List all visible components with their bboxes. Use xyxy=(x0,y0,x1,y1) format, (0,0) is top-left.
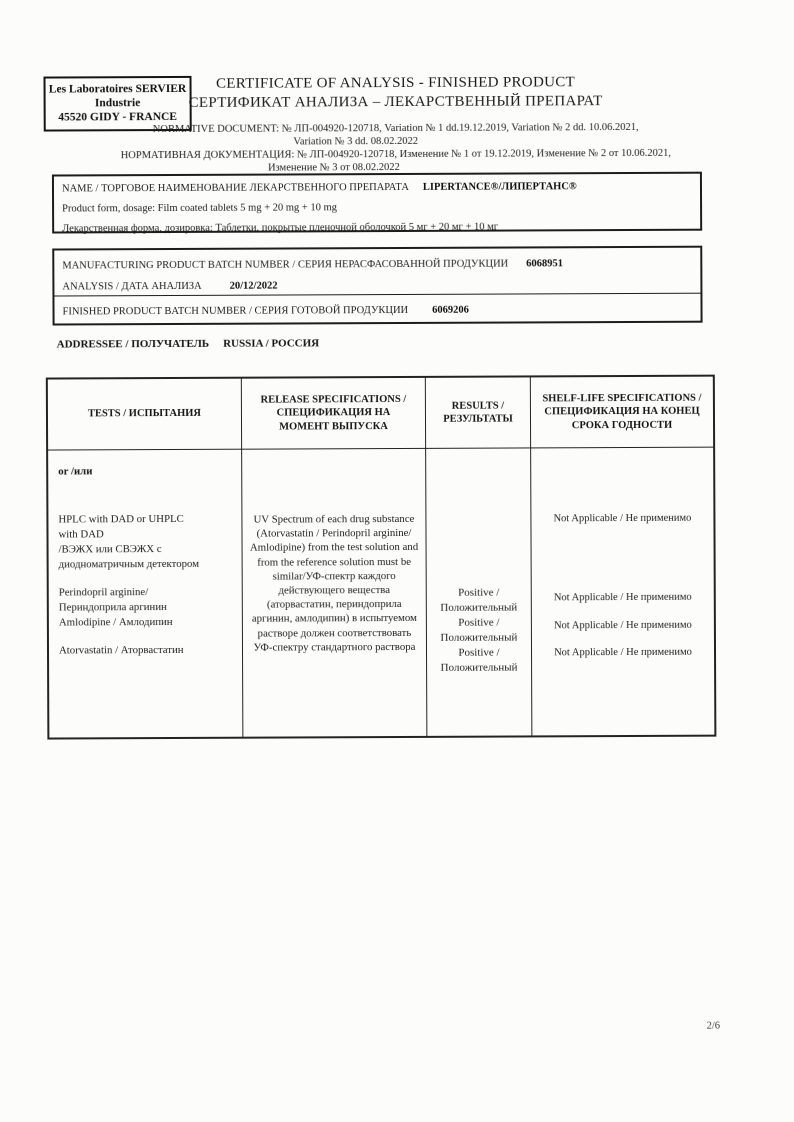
table-header-tests: TESTS / ИСПЫТАНИЯ xyxy=(48,379,242,451)
addressee-label: ADDRESSEE / ПОЛУЧАТЕЛЬ xyxy=(56,337,210,351)
result-line: Positive / xyxy=(458,646,500,659)
shelf-life-line: Not Applicable / Не применимо xyxy=(554,646,692,659)
product-form-en: Product form, dosage: Film coated tablets 5 mg + 20 mg + 10 mg xyxy=(62,202,338,215)
table-header-shelf-life: SHELF-LIFE SPECIFICATIONS / СПЕЦИФИКАЦИЯ НА КОНЕЦ СРОКА ГОДНОСТИ xyxy=(531,377,713,449)
tests-substance2-block xyxy=(59,643,234,659)
shelf-life-line: Not Applicable / Не применимо xyxy=(553,619,692,632)
analysis-table xyxy=(46,375,717,740)
analysis-date-row xyxy=(62,278,700,294)
table-cell-results xyxy=(426,448,532,735)
title-english: CERTIFICATE OF ANALYSIS - FINISHED PRODUCT xyxy=(215,74,576,92)
tests-method-line: with DAD xyxy=(58,528,104,541)
tests-or-label: or /или xyxy=(58,465,93,478)
shelf-life-line: Not Applicable / Не применимо xyxy=(553,591,692,604)
addressee-value: RUSSIA / РОССИЯ xyxy=(223,337,320,350)
result-line: Положительный xyxy=(440,661,518,674)
normative-line-en-2: Variation № 3 dd. 08.02.2022 xyxy=(293,135,419,148)
analysis-date-label: ANALYSIS / ДАТА АНАЛИЗА xyxy=(62,280,202,293)
tests-substance-line: Perindopril arginine/ xyxy=(58,586,149,599)
manufacturing-batch-row xyxy=(62,257,700,273)
document-title xyxy=(95,73,695,114)
manufacturing-batch-section xyxy=(54,248,700,297)
table-header-release-specifications: RELEASE SPECIFICATIONS / СПЕЦИФИКАЦИЯ НА МОМЕНТ ВЫПУСКА xyxy=(242,378,426,450)
product-form-ru: Лекарственная форма, дозировка: Таблетки, покрытые пленочной оболочкой 5 мг + 20 мг + 10 мг xyxy=(62,221,499,235)
product-name-row xyxy=(62,180,694,196)
manufacturer-name: Les Laboratoires SERVIER xyxy=(48,82,187,96)
normative-line-ru-1: НОРМАТИВНАЯ ДОКУМЕНТАЦИЯ: № ЛП-004920-120718, Изменение № 1 от 19.12.2019, Изменение № 2 от 10.06.2021, xyxy=(120,147,672,162)
normative-line-ru-2: Изменение № 3 от 08.02.2022 xyxy=(267,161,400,174)
result-line: Positive / xyxy=(458,586,500,599)
shelf-life-line: Not Applicable / Не применимо xyxy=(553,512,692,525)
title-russian: СЕРТИФИКАТ АНАЛИЗА – ЛЕКАРСТВЕННЫЙ ПРЕПАРАТ xyxy=(188,93,603,111)
finished-batch-section xyxy=(54,294,700,319)
finished-batch-row xyxy=(62,303,700,319)
normative-line-en-1: NORMATIVE DOCUMENT: № ЛП-004920-120718, Variation № 1 dd.19.12.2019, Variation № 2 dd. 10.06.2021, xyxy=(152,121,639,136)
table-cell-release-specification: UV Spectrum of each drug substance (Atorvastatin / Perindopril arginine/ Amlodipine) from the test solution and from the reference solution must be similar/УФ-спектр каждого действующего вещества (аторвастатин, периндоприла аргинин, амлодипин) в испытуемом растворе должен соответствовать УФ-спектру стандартного раствора xyxy=(242,449,427,737)
manufacturing-batch-value: 6068951 xyxy=(526,258,563,270)
tests-substance-line: Периндоприла аргинин xyxy=(58,601,167,614)
result-line: Positive / xyxy=(458,616,500,629)
tests-substance-line: Atorvastatin / Аторвастатин xyxy=(58,643,184,657)
table-cell-shelf-life xyxy=(531,448,714,736)
tests-method-line: HPLC with DAD or UHPLC xyxy=(58,512,184,526)
result-line: Положительный xyxy=(440,601,518,614)
result-line: Положительный xyxy=(440,631,518,644)
product-name-label: NAME / ТОРГОВОЕ НАИМЕНОВАНИЕ ЛЕКАРСТВЕННОГО ПРЕПАРАТА xyxy=(61,181,409,195)
table-cell-tests xyxy=(48,450,243,738)
manufacturer-site: Industrie xyxy=(94,97,141,110)
tests-substance-line: Amlodipine / Амлодипин xyxy=(58,615,173,629)
tests-method-line: /ВЭЖХ или СВЭЖХ с xyxy=(58,543,162,556)
addressee-row xyxy=(57,337,320,350)
page-number: 2/6 xyxy=(706,1020,721,1032)
finished-batch-label: FINISHED PRODUCT BATCH NUMBER / СЕРИЯ ГОТОВОЙ ПРОДУКЦИИ xyxy=(62,304,409,318)
table-header-results: RESULTS / РЕЗУЛЬТАТЫ xyxy=(426,377,531,448)
analysis-date-value: 20/12/2022 xyxy=(229,280,278,292)
product-name-value: LIPERTANCE®/ЛИПЕРТАНС® xyxy=(422,181,577,193)
product-name-box xyxy=(52,172,702,234)
batch-numbers-box xyxy=(52,246,702,326)
normative-document-block xyxy=(41,121,751,176)
manufacturer-address: 45520 GIDY - FRANCE xyxy=(58,110,178,124)
manufacturing-batch-label: MANUFACTURING PRODUCT BATCH NUMBER / СЕРИЯ НЕРАСФАСОВАННОЙ ПРОДУКЦИИ xyxy=(62,258,509,272)
finished-batch-value: 6069206 xyxy=(432,304,469,316)
tests-method-line: диодноматричным детектором xyxy=(58,557,200,571)
tests-method-block xyxy=(58,512,233,573)
tests-substances-block xyxy=(59,585,234,631)
